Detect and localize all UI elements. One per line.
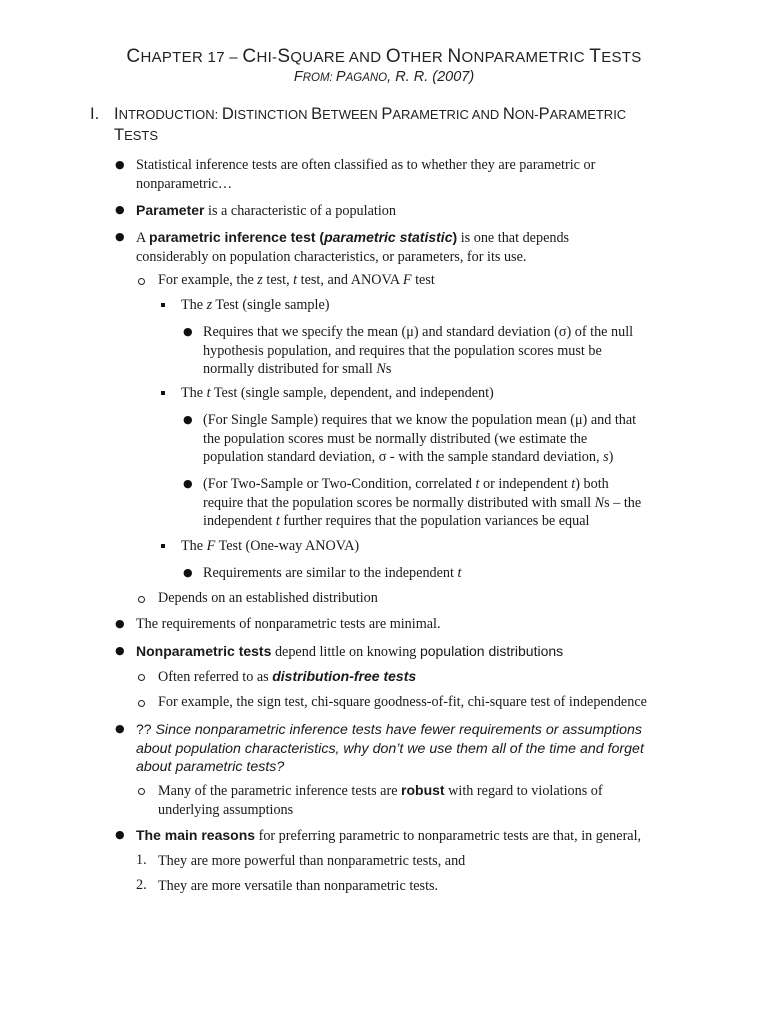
list-item: The t Test (single sample, dependent, and independent): [181, 385, 494, 401]
circle-bullet-icon: [138, 674, 145, 681]
circle-bullet-icon: [138, 788, 145, 795]
bullet-icon: ●: [115, 230, 125, 243]
bullet-icon: ●: [115, 203, 125, 216]
section-numeral: I.: [90, 105, 100, 123]
list-number: 1.: [136, 852, 147, 868]
square-bullet-icon: [161, 391, 165, 395]
list-item: Often referred to as distribution-free tests: [158, 668, 417, 685]
list-item: (For Two-Sample or Two-Condition, correlated t or independent t) both require that the population scores be normally distributed with small Ns – the independent t further requires that the population variances be equal: [203, 476, 642, 529]
bullet-icon: ●: [115, 828, 125, 841]
bullet-icon: ●: [183, 477, 193, 490]
list-item: For example, the sign test, chi-square goodness-of-fit, chi-square test of independence: [158, 694, 647, 710]
circle-bullet-icon: [138, 700, 145, 707]
list-item: The main reasons for preferring parametric to nonparametric tests are that, in general,: [136, 827, 642, 844]
list-item: ?? Since nonparametric inference tests have fewer requirements or assumptions about population characteristics, why don’t we use them all of the time and forget about parametric tests?: [136, 721, 644, 775]
source-citation: FROM: PAGANO, R. R. (2007): [293, 69, 475, 85]
list-item: They are more powerful than nonparametric tests, and: [158, 853, 466, 869]
list-item: Requirements are similar to the independent t: [203, 565, 462, 581]
list-item: (For Single Sample) requires that we know the population mean (μ) and that the population scores must be normally distributed (we estimate the population standard deviation, σ - with the sample standard deviation, s): [203, 412, 637, 465]
list-item: Requires that we specify the mean (μ) and standard deviation (σ) of the null hypothesis population, and requires that the population scores must be normally distributed for small Ns: [203, 324, 634, 377]
bullet-icon: ●: [183, 566, 193, 579]
list-item: Nonparametric tests depend little on knowing population distributions: [136, 643, 564, 660]
bullet-icon: ●: [183, 325, 193, 338]
list-item: The z Test (single sample): [181, 297, 330, 313]
bullet-icon: ●: [115, 644, 125, 657]
list-item: Depends on an established distribution: [158, 590, 378, 606]
chapter-title: CHAPTER 17 – CHI-SQUARE AND OTHER NONPARAMETRIC TESTS: [126, 46, 642, 67]
square-bullet-icon: [161, 303, 165, 307]
list-number: 2.: [136, 877, 147, 893]
list-item: Statistical inference tests are often classified as to whether they are parametric or nonparametric…: [136, 157, 596, 192]
bullet-icon: ●: [115, 158, 125, 171]
circle-bullet-icon: [138, 278, 145, 285]
list-item: A parametric inference test (parametric statistic) is one that depends considerably on population characteristics, or parameters, for its use.: [136, 229, 570, 265]
circle-bullet-icon: [138, 596, 145, 603]
section-heading-text: INTRODUCTION: DISTINCTION BETWEEN PARAMETRIC AND NON-PARAMETRIC TESTS: [114, 105, 627, 144]
list-item: The requirements of nonparametric tests are minimal.: [136, 616, 441, 632]
list-item: Parameter is a characteristic of a population: [136, 202, 396, 219]
bullet-icon: ●: [183, 413, 193, 426]
list-item: The F Test (One-way ANOVA): [181, 538, 360, 554]
list-item: Many of the parametric inference tests are robust with regard to violations of underlying assumptions: [158, 782, 603, 818]
list-item: For example, the z test, t test, and ANOVA F test: [158, 272, 435, 288]
square-bullet-icon: [161, 544, 165, 548]
list-item: They are more versatile than nonparametric tests.: [158, 878, 439, 894]
bullet-icon: ●: [115, 722, 125, 735]
bullet-icon: ●: [115, 617, 125, 630]
